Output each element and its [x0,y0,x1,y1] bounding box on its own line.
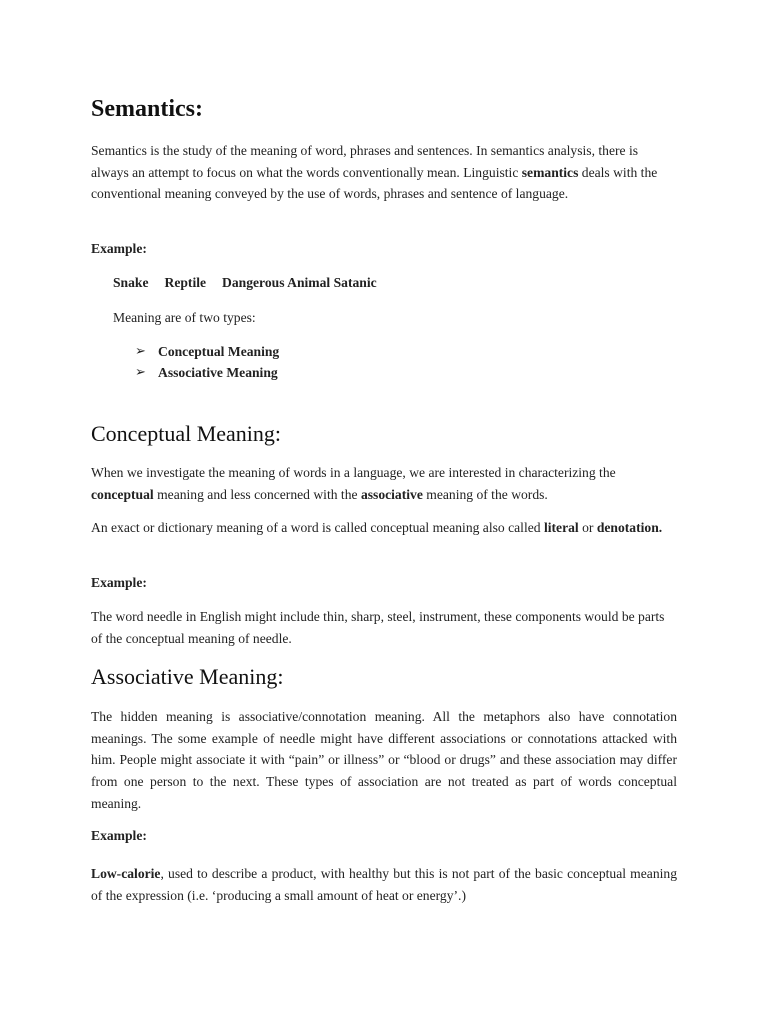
conceptual-paragraph-3: The word needle in English might include thin, sharp, steel, instrument, these components would be parts of the conceptual meaning of needle. [91,609,665,646]
associative-bold-term: associative [360,486,423,502]
conceptual-bold-term: conceptual [91,486,154,502]
conceptual-p2-text-a: An exact or dictionary meaning of a word is called conceptual meaning also called [91,520,544,535]
conceptual-text-a: When we investigate the meaning of words in a language, we are interested in characterizing the [91,465,616,480]
arrow-bullet-icon: ➢ [135,365,146,380]
meaning-types-list [135,341,721,383]
list-item-conceptual-meaning [135,341,721,362]
semantics-heading: Semantics: [91,96,203,122]
semantics-paragraph [91,140,677,205]
chain-item-snake: Snake [113,275,149,290]
associative-paragraph-2 [91,863,677,906]
semantics-paragraph-text-a: Semantics is the study of the meaning of word, phrases and sentences. In semantics analysis, there is always an attempt to focus on what the words conventionally mean. Linguistic [91,143,639,180]
associative-p2-text: , used to describe a product, with healthy but this is not part of the basic conceptual meaning of the expression (i.e. ‘producing a small amount of heat or energy’.) [91,866,677,903]
example-chain [113,273,699,293]
list-item-label: Conceptual Meaning [158,344,280,359]
conceptual-paragraph-1 [91,462,677,505]
list-item-label: Associative Meaning [158,365,278,380]
meaning-types-intro: Meaning are of two types: [113,310,256,325]
low-calorie-bold-term: Low-calorie [91,866,161,881]
conceptual-text-c: meaning of the words. [422,486,548,502]
conceptual-example-label: Example: [91,575,147,590]
chain-item-dangerous-animal-satanic: Dangerous Animal Satanic [222,275,377,290]
conceptual-p2-text-b: or [578,520,597,535]
chain-item-reptile: Reptile [164,275,207,290]
semantics-paragraph-text-b: deals with the conventional meaning conveyed by the use of words, phrases and sentence of language. [91,164,658,202]
list-item-associative-meaning [135,362,721,383]
conceptual-text-b: meaning and less concerned with the [153,486,361,502]
semantics-example-label: Example: [91,241,147,256]
arrow-bullet-icon: ➢ [135,344,146,359]
associative-example-label: Example: [91,828,147,843]
semantics-bold-term: semantics [521,164,579,180]
denotation-bold-term: denotation. [596,520,663,535]
conceptual-paragraph-2 [91,517,677,539]
conceptual-meaning-heading: Conceptual Meaning: [91,421,282,446]
associative-meaning-heading: Associative Meaning: [91,664,284,689]
associative-paragraph-1: The hidden meaning is associative/connotation meaning. All the metaphors also have connotation meanings. The some example of needle might have different associations or connotations attacked with him. People might associate it with “pain” or illness” or “blood or drugs” and these association may differ from one person to the next. These types of association are not treated as part of words conceptual meaning. [91,709,677,811]
literal-bold-term: literal [543,520,579,535]
